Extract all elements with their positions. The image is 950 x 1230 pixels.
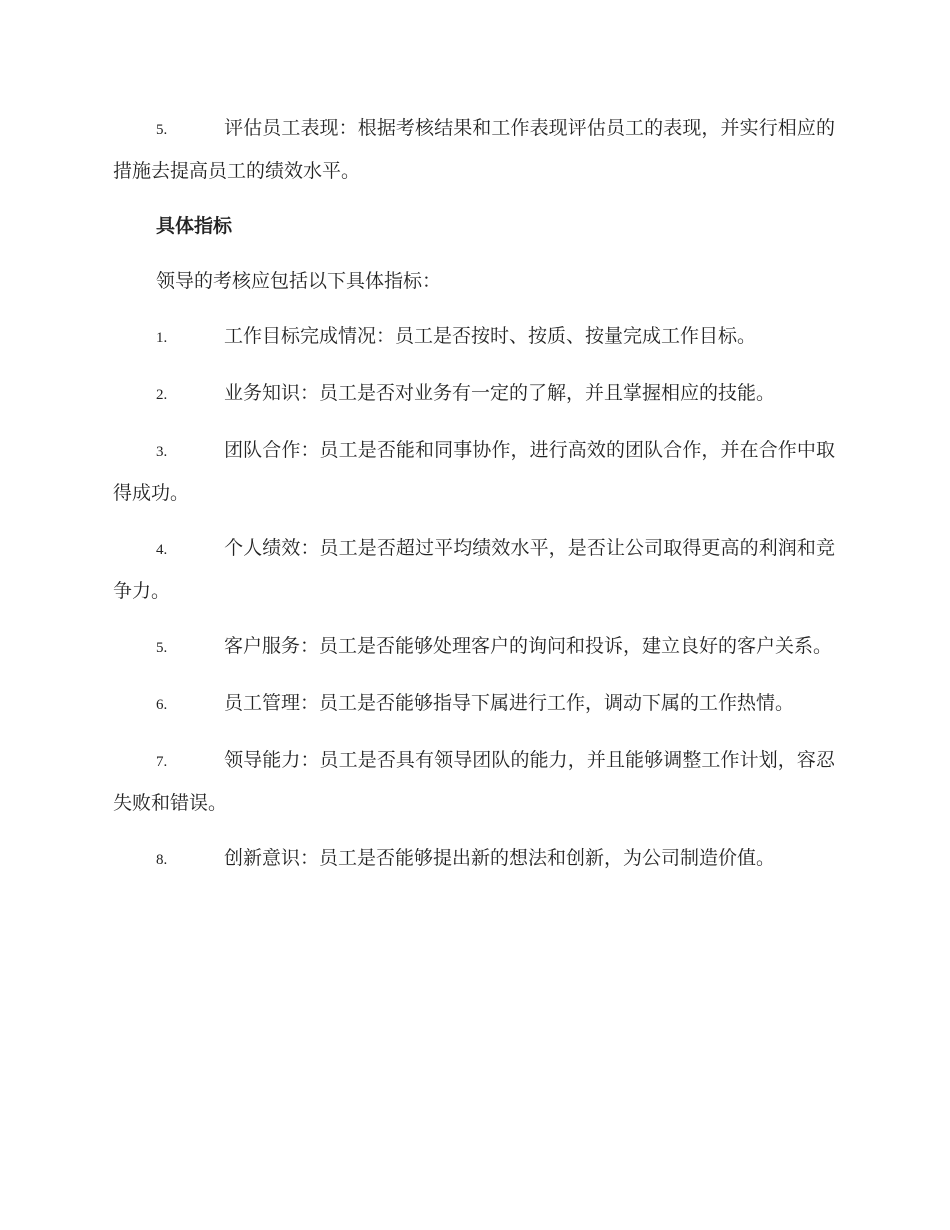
list-item: [113, 316, 835, 359]
list-item: [113, 626, 835, 669]
list-item: [113, 740, 835, 824]
list-item-text: 团队合作：员工是否能和同事协作，进行高效的团队合作，并在合作中取得成功。: [113, 439, 835, 504]
list-item-number: 4.: [156, 542, 168, 558]
list-item-number: 5.: [156, 122, 168, 138]
list-item-number: 7.: [156, 754, 168, 770]
list-item-text: 领导能力：员工是否具有领导团队的能力，并且能够调整工作计划，容忍失败和错误。: [113, 749, 835, 814]
list-item: [113, 430, 835, 514]
section-heading: 具体指标: [156, 215, 233, 237]
list-item-text: 评估员工表现：根据考核结果和工作表现评估员工的表现，并实行相应的措施去提高员工的绩效水平。: [113, 117, 835, 182]
list-item-number: 6.: [156, 697, 168, 713]
list-item-text: 工作目标完成情况：员工是否按时、按质、按量完成工作目标。: [224, 325, 757, 347]
list-item: [113, 528, 835, 612]
list-item-intro: [113, 108, 835, 192]
list-item-number: 2.: [156, 387, 168, 403]
list-item: [113, 373, 835, 416]
indicator-list: [113, 316, 835, 881]
document-body: [113, 108, 835, 881]
list-item: [113, 683, 835, 726]
list-item-text: 员工管理：员工是否能够指导下属进行工作，调动下属的工作热情。: [224, 692, 795, 714]
list-item-text: 个人绩效：员工是否超过平均绩效水平，是否让公司取得更高的利润和竞争力。: [113, 537, 835, 602]
list-item-number: 1.: [156, 330, 168, 346]
list-item-number: 3.: [156, 444, 168, 460]
list-item: [113, 838, 835, 881]
list-item-number: 5.: [156, 640, 168, 656]
list-item-text: 客户服务：员工是否能够处理客户的询问和投诉，建立良好的客户关系。: [224, 635, 833, 657]
list-item-text: 业务知识：员工是否对业务有一定的了解，并且掌握相应的技能。: [224, 382, 776, 404]
list-item-number: 8.: [156, 852, 168, 868]
list-item-text: 创新意识：员工是否能够提出新的想法和创新，为公司制造价值。: [224, 847, 776, 869]
section-intro: 领导的考核应包括以下具体指标：: [156, 270, 442, 292]
